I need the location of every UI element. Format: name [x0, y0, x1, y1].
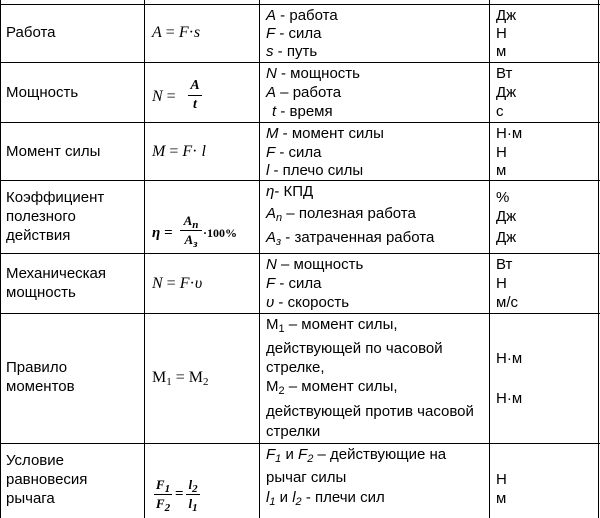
legend-line: t - время	[272, 103, 333, 120]
row-divider	[0, 122, 600, 123]
unit: м	[496, 162, 507, 179]
formula: $M_1 = M_2$	[152, 369, 209, 388]
column-divider	[598, 0, 599, 518]
formula: N = F·υ	[152, 275, 203, 292]
unit: Н	[496, 25, 507, 42]
column-divider	[259, 0, 260, 518]
unit: Дж	[496, 7, 517, 24]
row-divider	[0, 443, 600, 444]
unit: м/с	[496, 294, 518, 311]
quantity-name-line: Условие	[6, 452, 64, 469]
quantity-name: Мощность	[6, 84, 79, 101]
unit: Вт	[496, 256, 513, 273]
quantity-name-line: мощность	[6, 284, 76, 301]
legend-line: стрелке,	[266, 359, 325, 376]
legend-line: $l_1$ и $l_2$ - плечи сил	[266, 489, 385, 508]
legend-line: $M_2$ – момент силы,	[266, 378, 398, 397]
quantity-name-line: полезного	[6, 208, 76, 225]
unit: с	[496, 103, 504, 120]
legend-line: M - момент силы	[266, 125, 384, 142]
legend-line: $F_1$ и $F_2$ – действующие на	[266, 446, 447, 465]
legend-line: действующей по часовой	[266, 340, 443, 357]
formula-fraction: A t	[188, 79, 202, 112]
formula: M = F· l	[152, 143, 206, 160]
unit: %	[496, 189, 510, 206]
formula-lhs: η =	[152, 225, 173, 241]
legend-line: F - сила	[266, 275, 322, 292]
row-divider	[0, 253, 600, 254]
legend-line: A - работа	[266, 7, 338, 24]
legend-line: $A_n$ – полезная работа	[266, 205, 416, 224]
quantity-name-line: Коэффициент	[6, 189, 105, 206]
legend-line: l - плечо силы	[266, 162, 364, 179]
row-divider	[0, 180, 600, 181]
legend-line: действующей против часовой	[266, 403, 474, 420]
formula-fraction: $l_2$ $l_1$	[186, 478, 200, 511]
row-divider	[0, 62, 600, 63]
quantity-name: Момент силы	[6, 143, 101, 160]
unit: Н	[496, 144, 507, 161]
legend-line: N - мощность	[266, 65, 360, 82]
unit: Дж	[496, 208, 517, 225]
unit: Дж	[496, 229, 517, 246]
formula-lhs: N =	[152, 88, 176, 105]
quantity-name-line: действия	[6, 227, 71, 244]
formula-fraction: $A_п$ $A_з$	[180, 214, 202, 247]
unit: Н·м	[496, 350, 523, 367]
formula: A = F·s	[152, 24, 201, 41]
unit: Н·м	[496, 390, 523, 407]
legend-line: F - сила	[266, 25, 322, 42]
row-divider	[0, 313, 600, 314]
formula-fraction: $F_1$ $F_2$	[155, 477, 171, 514]
row-divider	[0, 4, 600, 5]
legend-line: F - сила	[266, 144, 322, 161]
quantity-name: Работа	[6, 24, 56, 41]
unit: Н·м	[496, 125, 523, 142]
quantity-name-line: рычага	[6, 490, 55, 507]
unit: м	[496, 490, 507, 507]
legend-line: η- КПД	[266, 183, 314, 200]
legend-line: $A_з$ - затраченная работа	[266, 229, 435, 248]
column-divider	[0, 0, 1, 518]
quantity-name-line: равновесия	[6, 471, 88, 488]
legend-line: s - путь	[266, 43, 318, 60]
formula-equals: =	[175, 486, 184, 502]
formula-multiplier: ·100%	[203, 226, 238, 240]
column-divider	[144, 0, 145, 518]
legend-line: стрелки	[266, 423, 321, 440]
unit: Дж	[496, 84, 517, 101]
legend-line: υ - скорость	[266, 294, 350, 311]
legend-line: A – работа	[266, 84, 342, 101]
unit: Н	[496, 275, 507, 292]
legend-line: $M_1$ – момент силы,	[266, 316, 398, 335]
unit: Н	[496, 471, 507, 488]
unit: м	[496, 43, 507, 60]
quantity-name-line: Правило	[6, 359, 68, 376]
column-divider	[489, 0, 490, 518]
quantity-name-line: моментов	[6, 378, 75, 395]
legend-line: рычаг силы	[266, 469, 347, 486]
legend-line: N – мощность	[266, 256, 364, 273]
quantity-name-line: Механическая	[6, 265, 107, 282]
unit: Вт	[496, 65, 513, 82]
